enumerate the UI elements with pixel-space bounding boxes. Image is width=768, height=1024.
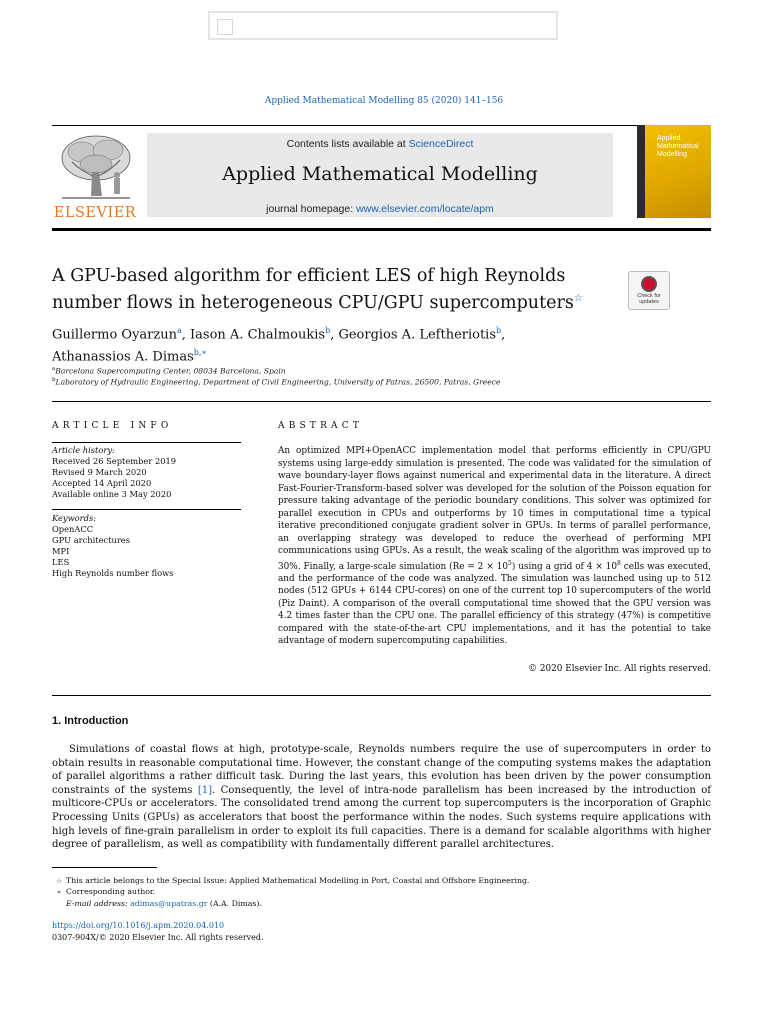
affiliation-text: Laboratory of Hydraulic Engineering, Department of Civil Engineering, University of Patras, 26500, Patras, Greece — [55, 377, 501, 387]
keywords-rule — [52, 509, 241, 510]
contents-line — [147, 138, 613, 150]
affiliation — [52, 366, 652, 376]
affiliation-mark: a — [52, 366, 56, 372]
article-title — [52, 265, 612, 314]
author-affil-mark[interactable]: b — [325, 326, 331, 335]
abstract-exponent: 5 — [508, 559, 512, 567]
author-name: Guillermo Oyarzun — [52, 327, 177, 343]
title-footnote-mark[interactable]: ☆ — [573, 292, 583, 304]
affiliation — [52, 377, 652, 387]
article-info-rule — [52, 442, 241, 443]
abstract-text — [278, 445, 711, 648]
email-link[interactable]: adimas@upatras.gr — [130, 899, 208, 908]
abstract-part: An optimized MPI+OpenACC implementation model that performs efficiently in CPU/GPU systems using large-eddy simulation is presented. The code was validated for the simulation of wave boundary-layer flows against numerical and experimental data in the literature. A direct Fast-Fourier-Transform-based solver was developed for the solution of the Poisson equation for pressure taking advantage of the periodic boundary conditions. This solver was optimized for parallel execution in CPUs and outperforms by 10 times in computational time a typical iterative preconditioned conjugate gradient solver in GPUs. In terms of parallel performance, an overlapping strategy was developed to reduce the overhead of performing MPI communications using GPUs. As a result, the weak scaling of the algorithm was improved up to 30%. Finally, a large-scale simulation (Re = 2 × 10 — [278, 446, 711, 572]
author-affil-mark[interactable]: b,∗ — [193, 348, 207, 358]
title-line-1: A GPU-based algorithm for efficient LES of high Reynolds — [52, 266, 566, 286]
email-suffix: (A.A. Dimas). — [207, 899, 262, 908]
keywords — [52, 513, 174, 579]
homepage-line — [147, 203, 613, 215]
abstract-copyright: © 2020 Elsevier Inc. All rights reserved. — [528, 664, 711, 674]
author-name: Athanassios A. Dimas — [52, 349, 194, 365]
footnote-corresponding — [52, 887, 155, 897]
affiliation-text: Barcelona Supercomputing Center, 08034 Barcelona, Spain — [55, 366, 286, 376]
introduction-paragraph — [52, 743, 711, 852]
author-name: Georgios A. Leftheriotis — [338, 327, 497, 343]
author-separator: , — [330, 327, 339, 343]
footnote-email — [52, 899, 262, 909]
footnote-text: This article belongs to the Special Issue: Applied Mathematical Modelling in Port, Coastal and Offshore Engineering. — [66, 876, 530, 885]
affiliation-mark: b — [52, 377, 56, 383]
info-top-rule — [52, 401, 711, 402]
sciencedirect-link[interactable]: ScienceDirect — [408, 138, 474, 150]
author-list — [52, 322, 612, 367]
keyword: MPI — [52, 546, 70, 556]
cover-title: Applied Mathematical Modelling — [657, 135, 699, 158]
footnote-mark: ∗ — [56, 888, 62, 896]
check-for-updates-button[interactable] — [628, 271, 670, 310]
title-line-2-text: number flows in heterogeneous CPU/GPU supercomputers — [52, 292, 574, 313]
check-updates-label: Check for updates — [637, 293, 661, 305]
keyword: High Reynolds number flows — [52, 568, 174, 578]
keyword: OpenACC — [52, 524, 94, 534]
author-separator: , — [181, 327, 191, 343]
header-top-rule — [52, 125, 711, 126]
reference-link[interactable]: [1] — [197, 784, 213, 796]
footnote-rule — [52, 867, 157, 868]
intro-text: Simulations of coastal flows at high, prototype-scale, Reynolds numbers require the use of supercomputers in order to obtain results in reasonable computational time. However, the constant change of the computing systems makes the adaptation of parallel algorithms a rather difficult task. During the last years, this evolution has been driven by the power consumption constraints of the systems — [52, 744, 711, 796]
history-item: Available online 3 May 2020 — [52, 489, 172, 499]
doi-link[interactable]: https://doi.org/10.1016/j.apm.2020.04.010 — [52, 921, 225, 930]
keyword: GPU architectures — [52, 535, 130, 545]
history-item: Received 26 September 2019 — [52, 456, 177, 466]
header-bottom-rule — [52, 228, 711, 231]
contents-prefix: Contents lists available at — [286, 138, 409, 150]
journal-masthead — [147, 133, 613, 217]
footnote-special-issue — [52, 876, 530, 886]
publisher-wordmark[interactable]: ELSEVIER — [53, 205, 137, 221]
journal-citation[interactable]: Applied Mathematical Modelling 85 (2020) 141–156 — [264, 96, 504, 106]
elsevier-tree-logo — [52, 132, 138, 204]
article-info-heading: ARTICLE INFO — [52, 421, 173, 431]
author-separator: , — [501, 327, 506, 343]
history-item: Revised 9 March 2020 — [52, 467, 147, 477]
keywords-label: Keywords: — [52, 513, 97, 523]
section-heading: 1. Introduction — [52, 715, 129, 727]
abstract-part: ) using a grid of 4 × 10 — [511, 561, 617, 572]
author-affil-mark[interactable]: b — [496, 326, 502, 335]
author-affil-mark[interactable]: a — [177, 326, 182, 335]
footnote-text: Corresponding author. — [66, 887, 156, 896]
article-history — [52, 445, 176, 500]
journal-cover-image[interactable] — [637, 125, 711, 218]
history-item: Accepted 14 April 2020 — [52, 478, 152, 488]
footnote-mark: ☆ — [56, 877, 62, 885]
abstract-part: cells was executed, and the performance of the code was analyzed. The simulation was launched using up to 512 nodes (512 GPUs + 6144 CPU-cores) on one of the current top 10 supercomputers of the world (Piz Daint). A comparison of the overall computational time showed that the GPU version was 4.2 times faster than the CPU one. The parallel efficiency of this strategy (47%) is competitive compared with the state-of-the-art CPU implementations, and it has the potential to take advantage of modern supercomputing capabilities. — [278, 561, 711, 647]
homepage-link[interactable]: www.elsevier.com/locate/apm — [356, 203, 494, 215]
intro-text: . Consequently, the level of intra-node parallelism has been increased by the introduction of multicore-CPUs or accelerators. The consolidated trend among the current top supercomputers is the incorporation of Graphic Processing Units (GPUs) as accelerators that boost the performance within the nodes. Such systems require applications with high levels of fine-grain parallelism in order to exploit its full capacities. There is a demand for scalable algorithms with higher degree of parallelism, as well as compatibility with fundamentally different parallel architectures. — [52, 784, 712, 851]
homepage-prefix: journal homepage: — [266, 203, 357, 215]
email-label: E-mail address: — [66, 899, 128, 908]
abstract-heading: ABSTRACT — [278, 421, 364, 431]
issn-copyright: 0307-904X/© 2020 Elsevier Inc. All rights reserved. — [52, 933, 264, 942]
journal-title: Applied Mathematical Modelling — [222, 163, 538, 185]
abstract-exponent: 8 — [616, 559, 621, 567]
top-banner-placeholder — [208, 11, 558, 40]
history-label: Article history: — [52, 445, 115, 455]
abstract-bottom-rule — [52, 695, 711, 696]
cover-band — [637, 125, 645, 218]
title-line-2 — [52, 288, 612, 314]
keyword: LES — [52, 557, 70, 567]
check-updates-icon — [641, 276, 657, 292]
author-name: Iason A. Chalmoukis — [190, 327, 326, 343]
placeholder-icon — [217, 19, 233, 35]
